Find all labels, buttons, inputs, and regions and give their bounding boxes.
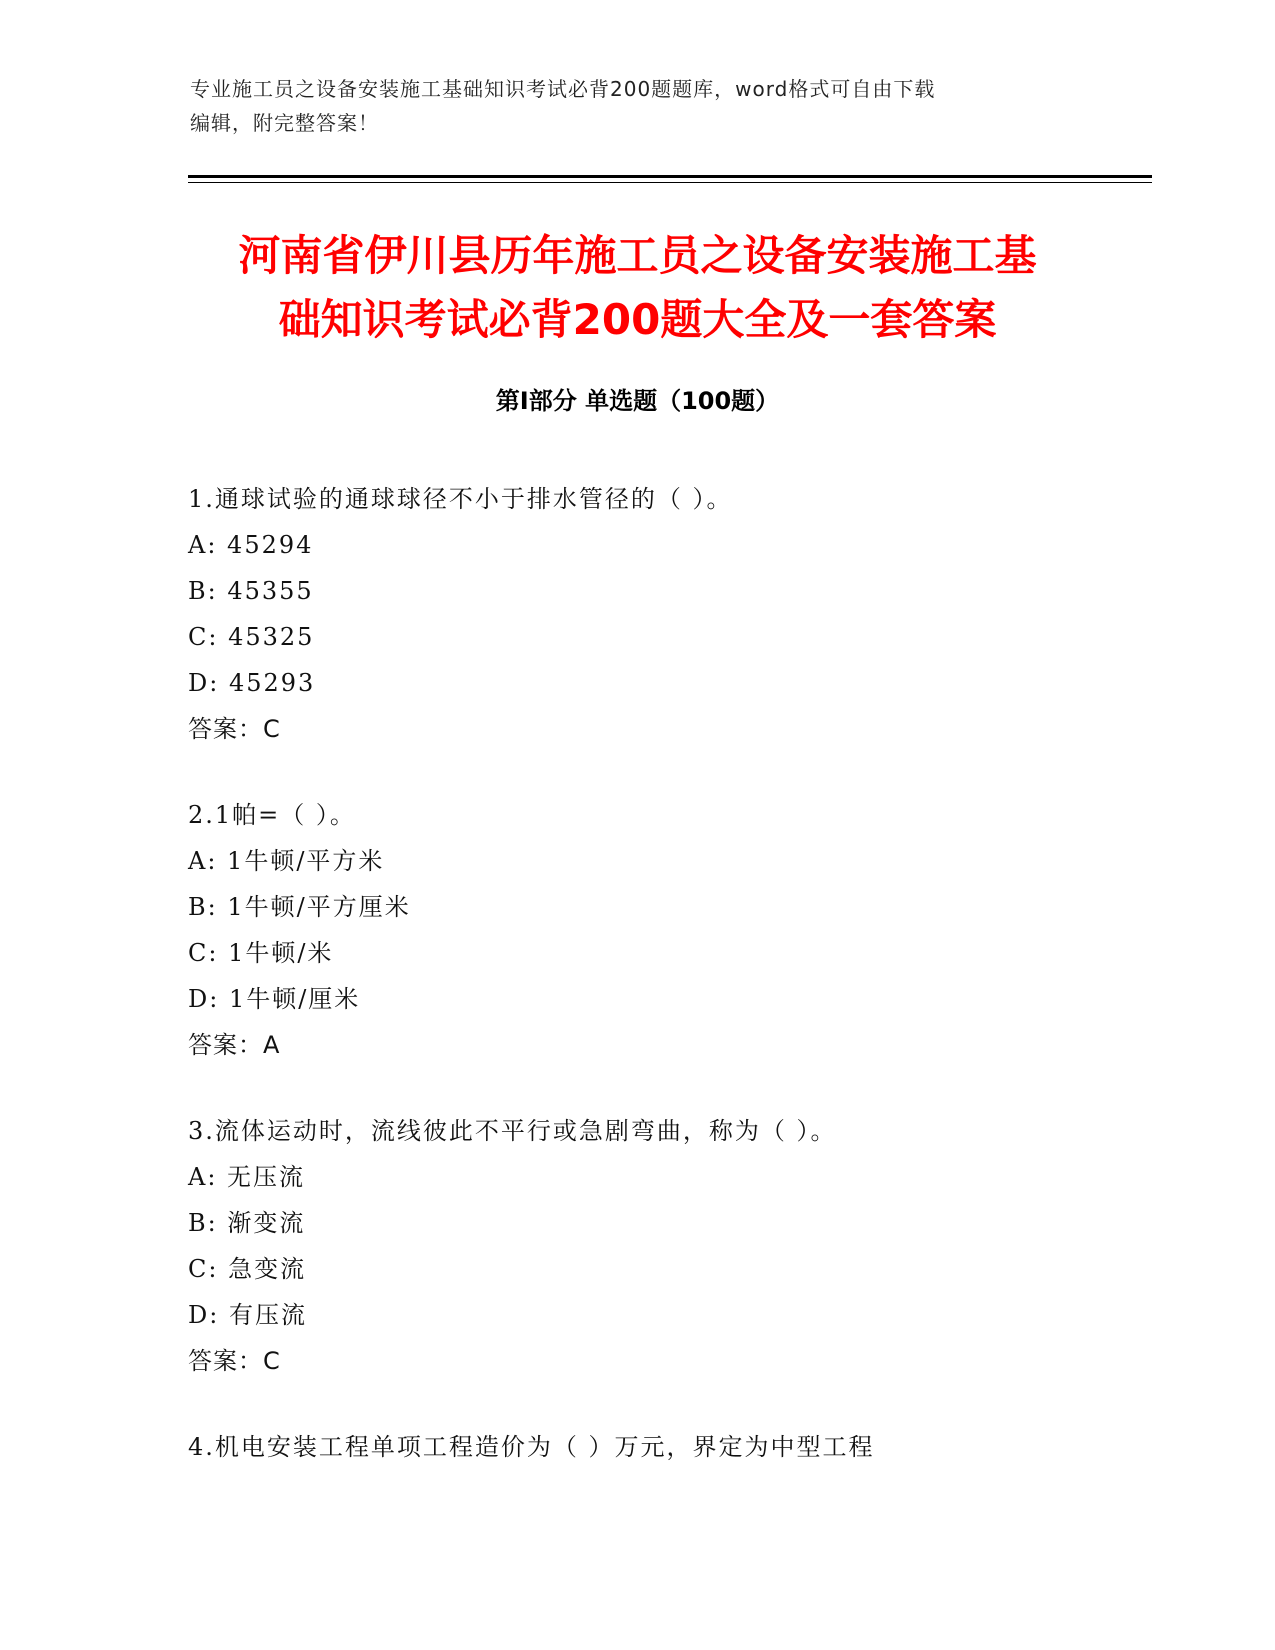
option-c: C: 急变流 <box>188 1255 307 1283</box>
option-b: B: 45355 <box>188 577 314 605</box>
option-d: D: 45293 <box>188 669 316 697</box>
option-b: B: 1牛顿/平方厘米 <box>188 893 411 921</box>
question-4 <box>188 1424 1128 1470</box>
header-note <box>190 72 1070 140</box>
question-stem: 1.通球试验的通球球径不小于排水管径的（ ）。 <box>188 485 733 513</box>
question-stem: 2.1帕=（ ）。 <box>188 801 356 829</box>
document-title <box>150 224 1125 352</box>
question-2 <box>188 792 1128 1068</box>
option-c: C: 1牛顿/米 <box>188 939 334 967</box>
answer: 答案：C <box>188 715 281 743</box>
header-divider-thick <box>188 175 1152 178</box>
document-title-line1: 河南省伊川县历年施工员之设备安装施工基 <box>238 231 1037 280</box>
question-3 <box>188 1108 1128 1384</box>
header-note-line1: 专业施工员之设备安装施工基础知识考试必背200题题库，word格式可自由下载 <box>190 77 936 101</box>
section-heading: 第Ⅰ部分 单选题（100题） <box>495 387 780 415</box>
question-stem: 3.流体运动时，流线彼此不平行或急剧弯曲，称为（ ）。 <box>188 1117 837 1145</box>
header-note-line2: 编辑，附完整答案！ <box>190 111 379 135</box>
option-a: A: 1牛顿/平方米 <box>188 847 385 875</box>
answer: 答案：C <box>188 1347 281 1375</box>
question-list <box>188 476 1128 1510</box>
option-c: C: 45325 <box>188 623 315 651</box>
header-divider-thin <box>188 182 1152 183</box>
answer: 答案：A <box>188 1031 281 1059</box>
option-b: B: 渐变流 <box>188 1209 306 1237</box>
option-d: D: 有压流 <box>188 1301 307 1329</box>
document-title-line2: 础知识考试必背200题大全及一套答案 <box>278 295 997 344</box>
option-a: A: 无压流 <box>188 1163 306 1191</box>
question-1 <box>188 476 1128 752</box>
option-d: D: 1牛顿/厘米 <box>188 985 361 1013</box>
question-stem: 4.机电安装工程单项工程造价为（ ）万元，界定为中型工程 <box>188 1433 875 1461</box>
option-a: A: 45294 <box>188 531 314 559</box>
